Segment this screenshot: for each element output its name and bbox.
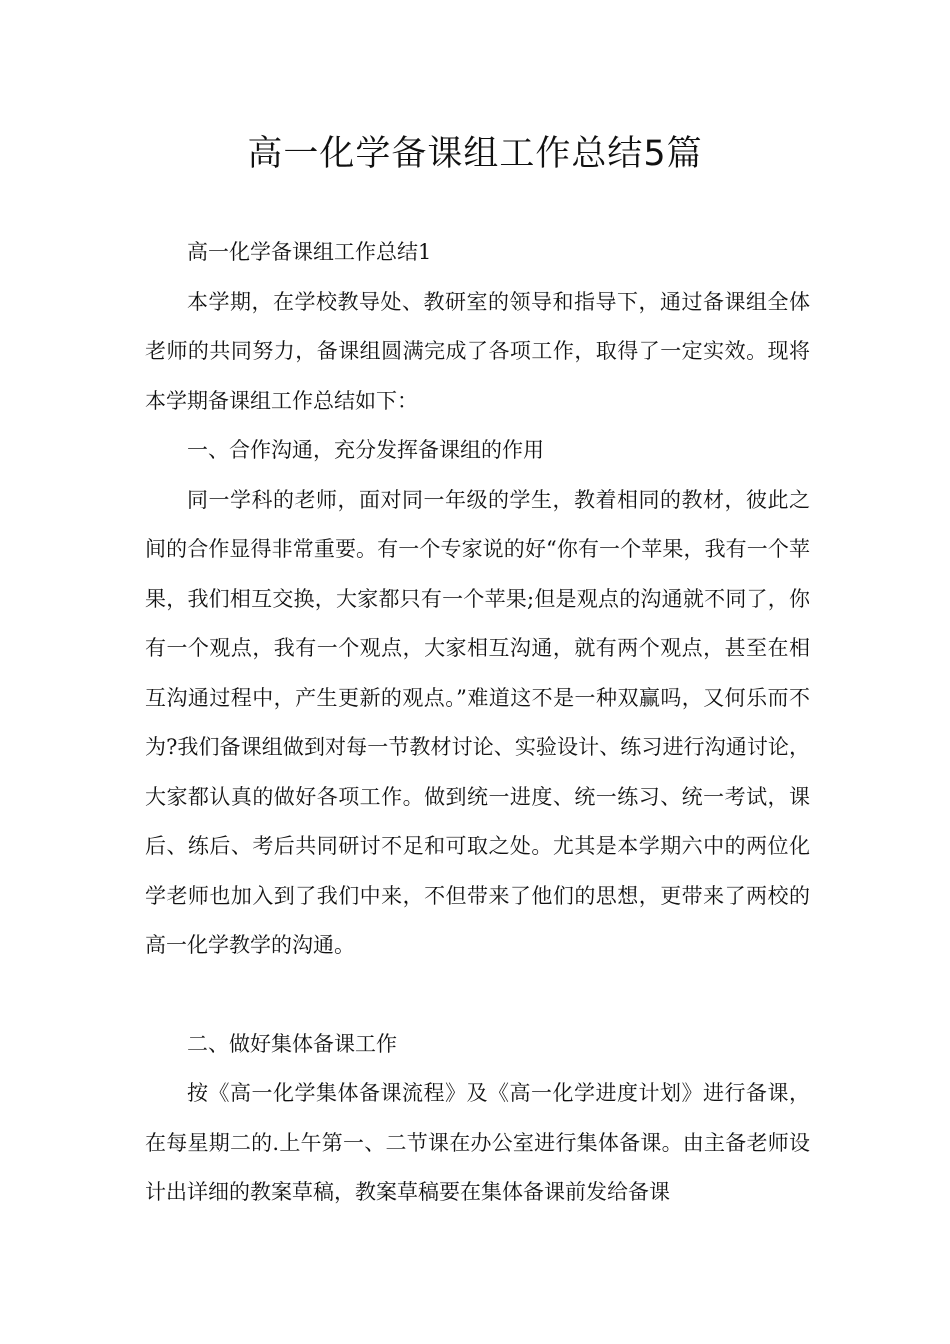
document-title: 高一化学备课组工作总结5篇 [247, 134, 703, 174]
section-heading: 一、合作沟通，充分发挥备课组的作用 [187, 438, 544, 462]
section-heading: 二、做好集体备课工作 [187, 1031, 397, 1056]
paragraph: 同一学科的老师，面对同一年级的学生，教着相同的教材，彼此之间的合作显得非常重要。有一个专家说的好“你有一个苹果，我有一个苹果，我们相互交换，大家都只有一个苹果;但是观点的沟通就不同了，你有一个观点，我有一个观点，大家相互沟通，就有两个观点，甚至在相互沟通过程中，产生更新的观点。”难道这不是一种双赢吗，又何乐而不为?我们备课组做到对每一节教材讨论、实验设计、练习进行沟通讨论，大家都认真的做好各项工作。做到统一进度、统一练习、统一考试，课后、练后、考后共同研讨不足和可取之处。尤其是本学期六中的两位化学老师也加入到了我们中来，不但带来了他们的思想，更带来了两校的高一化学教学的沟通。 [145, 487, 810, 957]
paragraph: 按《高一化学集体备课流程》及《高一化学进度计划》进行备课，在每星期二的.上午第一、二节课在办公室进行集体备课。由主备老师设计出详细的教案草稿，教案草稿要在集体备课前发给备课 [145, 1081, 810, 1204]
paragraph-gap [145, 971, 810, 1020]
paragraph: 本学期，在学校教导处、教研室的领导和指导下，通过备课组全体老师的共同努力，备课组圆满完成了各项工作，取得了一定实效。现将本学期备课组工作总结如下： [145, 289, 810, 413]
document-body [145, 228, 810, 1218]
section-heading: 高一化学备课组工作总结1 [187, 240, 432, 264]
